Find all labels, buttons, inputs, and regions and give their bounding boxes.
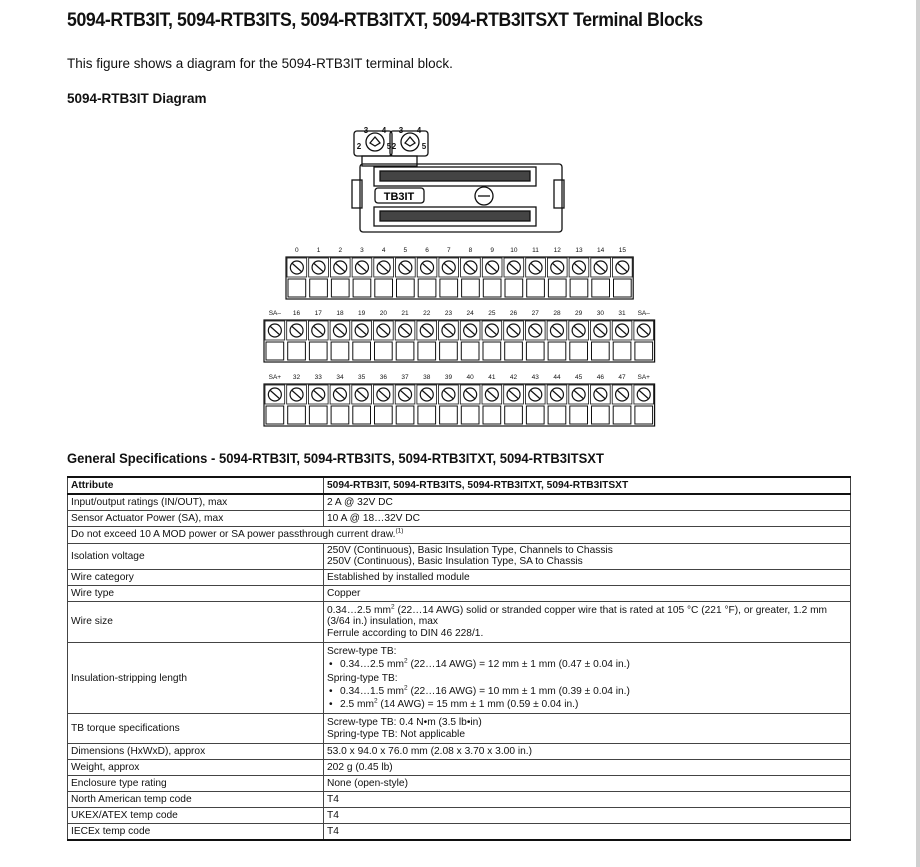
specifications-table: [67, 476, 851, 841]
terminal-label: 24: [466, 310, 474, 317]
row-value: 2 A @ 32V DC: [324, 494, 851, 511]
terminal-label: 32: [292, 374, 301, 381]
switch-digit-label: 5: [421, 142, 427, 151]
terminal-label: 37: [401, 374, 409, 381]
row-value: T4: [324, 792, 851, 808]
module-label: TB3IT: [383, 191, 415, 203]
wire-entry-cell: [613, 406, 631, 424]
terminal-label: 42: [509, 374, 518, 381]
screw-slot: [466, 327, 475, 335]
wire-entry-cell: [331, 406, 349, 424]
screw-slot: [531, 327, 540, 335]
screw-slot: [552, 391, 561, 399]
terminal-label: 31: [618, 310, 626, 317]
wire-entry-cell: [353, 406, 371, 424]
wire-entry-cell: [483, 279, 501, 297]
wire-entry-cell: [331, 342, 349, 360]
row-value: [324, 544, 851, 570]
screw-slot: [292, 327, 301, 335]
wire-entry-cell: [418, 279, 436, 297]
row-label: Wire category: [68, 569, 324, 585]
terminal-label: 5: [403, 247, 408, 254]
screw-slot: [314, 391, 323, 399]
wire-entry-cell: [396, 406, 414, 424]
row-value: 53.0 x 94.0 x 76.0 mm (2.08 x 3.70 x 3.00 in.): [324, 744, 851, 760]
specifications-title: General Specifications - 5094-RTB3IT, 5094-RTB3ITS, 5094-RTB3ITXT, 5094-RTB3ITSXT: [67, 450, 604, 466]
switch-digit-label: 3: [398, 126, 404, 135]
row-value: Copper: [324, 585, 851, 601]
value-line: Spring-type TB: Not applicable: [327, 728, 465, 740]
terminal-label: 18: [336, 310, 344, 317]
intro-text: This figure shows a diagram for the 5094-RTB3IT terminal block.: [67, 56, 453, 71]
row-label: Wire size: [68, 601, 324, 642]
screw-slot: [357, 391, 366, 399]
wire-entry-cell: [396, 342, 414, 360]
screw-slot: [335, 327, 344, 335]
terminal-label: 43: [531, 374, 539, 381]
wire-entry-cell: [592, 342, 610, 360]
header-attribute: Attribute: [68, 477, 324, 494]
value-bullet: • 2.5 $mm^2$ (14 AWG) = 15 mm ± 1 mm (0.59 ± 0.04 in.): [327, 698, 847, 711]
wire-entry-cell: [288, 406, 306, 424]
terminal-label: 46: [596, 374, 604, 381]
row-label: IECEx temp code: [68, 824, 324, 841]
wire-entry-cell: [375, 279, 393, 297]
screw-slot: [357, 264, 366, 272]
value-line: Screw-type TB:: [327, 646, 397, 658]
terminal-label: 0: [295, 247, 299, 254]
value-line: 0.34…2.5 $mm^2$ (22…14 AWG) solid or stranded copper wire that is rated at 105 °C (221 °F), or greater, 1.2 mm (3/64 in.) insulation, max: [327, 603, 828, 628]
screw-slot: [466, 264, 475, 272]
wire-entry-cell: [570, 342, 588, 360]
rotary-switch-left: [366, 133, 384, 151]
screw-slot: [335, 391, 344, 399]
value-bullet: • 0.34…1.5 $mm^2$ (22…16 AWG) = 10 mm ± 1 mm (0.39 ± 0.04 in.): [327, 685, 847, 698]
wire-entry-cell: [288, 279, 306, 297]
terminal-label: 13: [575, 247, 583, 254]
terminal-label: 10: [510, 247, 518, 254]
terminal-label: 30: [596, 310, 604, 317]
note-footnote-link[interactable]: (1): [395, 527, 404, 535]
screw-slot: [270, 391, 279, 399]
diagram-title: 5094-RTB3IT Diagram: [67, 91, 207, 106]
screw-slot: [336, 264, 345, 272]
screw-slot: [509, 327, 518, 335]
value-line: 250V (Continuous), Basic Insulation Type, Channels to Chassis: [327, 545, 613, 556]
wire-entry-cell: [440, 406, 458, 424]
row-value: None (open-style): [324, 776, 851, 792]
wire-entry-cell: [375, 406, 393, 424]
terminal-label: 8: [468, 247, 473, 254]
switch-digit-label: 2: [391, 142, 397, 151]
rotary-arrow-left-icon: [370, 137, 380, 146]
screw-slot: [466, 391, 475, 399]
terminal-label: 4: [381, 247, 386, 254]
terminal-label: 9: [490, 247, 494, 254]
wire-entry-cell: [440, 279, 458, 297]
screw-slot: [487, 391, 496, 399]
table-row: [68, 714, 851, 744]
screw-slot: [292, 264, 301, 272]
row-value: T4: [324, 824, 851, 841]
screw-slot: [444, 391, 453, 399]
terminal-label: 12: [553, 247, 561, 254]
terminal-label: 11: [532, 247, 539, 254]
row-label: Sensor Actuator Power (SA), max: [68, 511, 324, 527]
screw-slot: [444, 264, 453, 272]
screw-slot: [596, 391, 605, 399]
screw-slot: [314, 327, 323, 335]
table-row: [68, 544, 851, 570]
table-row: [68, 569, 851, 585]
screw-slot: [639, 327, 648, 335]
wire-entry-cell: [397, 279, 415, 297]
wire-entry-cell: [614, 279, 632, 297]
wire-entry-cell: [461, 342, 479, 360]
wire-entry-cell: [505, 342, 523, 360]
screw-slot: [401, 391, 410, 399]
terminal-label: 17: [314, 310, 322, 317]
screw-slot: [488, 264, 497, 272]
wire-entry-cell: [288, 342, 306, 360]
terminal-label: 26: [509, 310, 518, 317]
screw-slot: [618, 391, 627, 399]
terminal-label: SA–: [268, 310, 281, 317]
wire-entry-cell: [635, 342, 653, 360]
terminal-label: 47: [618, 374, 626, 381]
row-label: UKEX/ATEX temp code: [68, 808, 324, 824]
terminal-label: 39: [444, 374, 453, 381]
screw-slot: [509, 264, 518, 272]
table-row: [68, 824, 851, 841]
terminal-row-2: [264, 310, 655, 362]
table-row: [68, 511, 851, 527]
terminal-label: SA–: [637, 310, 650, 317]
row-label: Input/output ratings (IN/OUT), max: [68, 494, 324, 511]
value-line: 250V (Continuous), Basic Insulation Type, SA to Chassis: [327, 556, 583, 568]
terminal-label: 1: [316, 247, 321, 254]
note-text: Do not exceed 10 A MOD power or SA power passthrough current draw.: [71, 529, 396, 541]
wire-entry-cell: [548, 406, 566, 424]
wire-entry-cell: [462, 279, 480, 297]
terminal-label: SA+: [268, 374, 282, 381]
row-label: Isolation voltage: [68, 544, 324, 570]
wire-entry-cell: [309, 406, 327, 424]
screw-slot: [444, 327, 453, 335]
screw-slot: [401, 264, 410, 272]
value-line: Ferrule according to DIN 46 228/1.: [327, 627, 484, 639]
terminal-label: 25: [488, 310, 496, 317]
row-label: Insulation-stripping length: [68, 643, 324, 714]
wire-entry-cell: [483, 342, 501, 360]
screw-slot: [552, 327, 561, 335]
screw-slot: [487, 327, 496, 335]
row-value: 10 A @ 18…32V DC: [324, 511, 851, 527]
table-row: [68, 776, 851, 792]
terminal-label: 45: [575, 374, 583, 381]
screw-slot: [509, 391, 518, 399]
terminal-label: 15: [618, 247, 626, 254]
switch-digit-label: 4: [381, 126, 387, 135]
row-label: TB torque specifications: [68, 714, 324, 744]
terminal-label: 40: [466, 374, 474, 381]
screw-slot: [639, 391, 648, 399]
wire-entry-cell: [635, 406, 653, 424]
terminal-label: 23: [444, 310, 453, 317]
screw-slot: [379, 327, 388, 335]
wire-entry-cell: [418, 342, 436, 360]
wire-entry-cell: [266, 406, 284, 424]
terminal-label: 34: [336, 374, 344, 381]
screw-slot: [422, 327, 431, 335]
row-value: 202 g (0.45 lb): [324, 760, 851, 776]
table-row: [68, 494, 851, 511]
wire-entry-cell: [570, 406, 588, 424]
terminal-label: SA+: [637, 374, 650, 381]
wire-entry-cell: [505, 279, 523, 297]
wire-entry-cell: [592, 406, 610, 424]
row-label: Enclosure type rating: [68, 776, 324, 792]
wire-entry-cell: [570, 279, 588, 297]
row-value: Established by installed module: [324, 569, 851, 585]
screw-slot: [531, 391, 540, 399]
switch-digit-label: 5: [386, 142, 392, 151]
row-label: North American temp code: [68, 792, 324, 808]
wire-entry-cell: [592, 279, 610, 297]
terminal-label: 16: [292, 310, 301, 317]
row-value: [324, 714, 851, 744]
wire-entry-cell: [266, 342, 284, 360]
terminal-label: 35: [358, 374, 366, 381]
screw-slot: [379, 391, 388, 399]
terminal-row-3: [264, 374, 655, 426]
value-line: Screw-type TB: 0.4 N•m (3.5 lb•in): [327, 717, 482, 729]
value-bullet: • 0.34…2.5 $mm^2$ (22…14 AWG) = 12 mm ± 1 mm (0.47 ± 0.04 in.): [327, 658, 847, 671]
switch-digit-label: 3: [363, 126, 369, 135]
row-value: T4: [324, 808, 851, 824]
connector-top-pins: [380, 171, 530, 181]
terminal-label: 7: [446, 247, 451, 254]
wire-entry-cell: [483, 406, 501, 424]
terminal-label: 2: [338, 247, 343, 254]
wire-entry-cell: [310, 279, 328, 297]
switch-digit-label: 2: [356, 142, 362, 151]
terminal-label: 22: [423, 310, 431, 317]
header-value: 5094-RTB3IT, 5094-RTB3ITS, 5094-RTB3ITXT, 5094-RTB3ITSXT: [324, 477, 851, 494]
wire-entry-cell: [505, 406, 523, 424]
switch-digit-label: 4: [416, 126, 422, 135]
terminal-label: 38: [423, 374, 431, 381]
table-row: [68, 643, 851, 714]
page-title: 5094-RTB3IT, 5094-RTB3ITS, 5094-RTB3ITXT, 5094-RTB3ITSXT Terminal Blocks: [67, 10, 703, 31]
row-value: [324, 643, 851, 714]
row-label: Weight, approx: [68, 760, 324, 776]
rotary-switch-right: [401, 133, 419, 151]
screw-slot: [270, 327, 279, 335]
wire-entry-cell: [548, 279, 566, 297]
table-row: [68, 760, 851, 776]
screw-slot: [596, 327, 605, 335]
table-row-note: [68, 527, 851, 544]
screw-slot: [379, 264, 388, 272]
terminal-row-1: [286, 247, 633, 299]
terminal-label: 29: [575, 310, 583, 317]
screw-slot: [618, 264, 627, 272]
screw-slot: [422, 391, 431, 399]
screw-slot: [574, 264, 583, 272]
screw-slot: [574, 391, 583, 399]
value-line: Spring-type TB:: [327, 672, 398, 684]
terminal-label: 19: [358, 310, 366, 317]
row-label: Dimensions (HxWxD), approx: [68, 744, 324, 760]
terminal-label: 21: [401, 310, 409, 317]
screw-slot: [596, 264, 605, 272]
wire-entry-cell: [309, 342, 327, 360]
wire-entry-cell: [375, 342, 393, 360]
screw-slot: [618, 327, 627, 335]
screw-slot: [401, 327, 410, 335]
module-illustration: [352, 131, 564, 232]
rotary-arrow-right-icon: [405, 137, 415, 146]
screw-slot: [553, 264, 562, 272]
wire-entry-cell: [418, 406, 436, 424]
note-cell: [68, 527, 851, 544]
wire-entry-cell: [331, 279, 349, 297]
table-row: [68, 808, 851, 824]
screw-slot: [314, 264, 323, 272]
terminal-block-diagram: [0, 118, 920, 433]
wire-entry-cell: [440, 342, 458, 360]
terminal-label: 36: [379, 374, 387, 381]
wire-entry-cell: [353, 279, 371, 297]
table-row: [68, 585, 851, 601]
screw-slot: [357, 327, 366, 335]
wire-entry-cell: [526, 342, 544, 360]
row-label: Wire type: [68, 585, 324, 601]
screw-slot: [292, 391, 301, 399]
screw-slot: [423, 264, 432, 272]
terminal-label: 41: [488, 374, 496, 381]
wire-entry-cell: [461, 406, 479, 424]
connector-bottom-pins: [380, 211, 530, 221]
wire-entry-cell: [353, 342, 371, 360]
screw-slot: [531, 264, 540, 272]
terminal-label: 14: [597, 247, 605, 254]
terminal-label: 20: [379, 310, 387, 317]
table-row: [68, 601, 851, 642]
screw-slot: [574, 327, 583, 335]
terminal-label: 28: [553, 310, 561, 317]
terminal-label: 3: [360, 247, 364, 254]
terminal-label: 44: [553, 374, 561, 381]
terminal-label: 33: [314, 374, 322, 381]
table-header-row: [68, 477, 851, 494]
wire-entry-cell: [613, 342, 631, 360]
terminal-label: 6: [425, 247, 429, 254]
wire-entry-cell: [548, 342, 566, 360]
table-row: [68, 792, 851, 808]
table-row: [68, 744, 851, 760]
row-value: [324, 601, 851, 642]
wire-entry-cell: [526, 406, 544, 424]
wire-entry-cell: [527, 279, 545, 297]
terminal-row-frame: [286, 257, 633, 299]
terminal-label: 27: [531, 310, 539, 317]
